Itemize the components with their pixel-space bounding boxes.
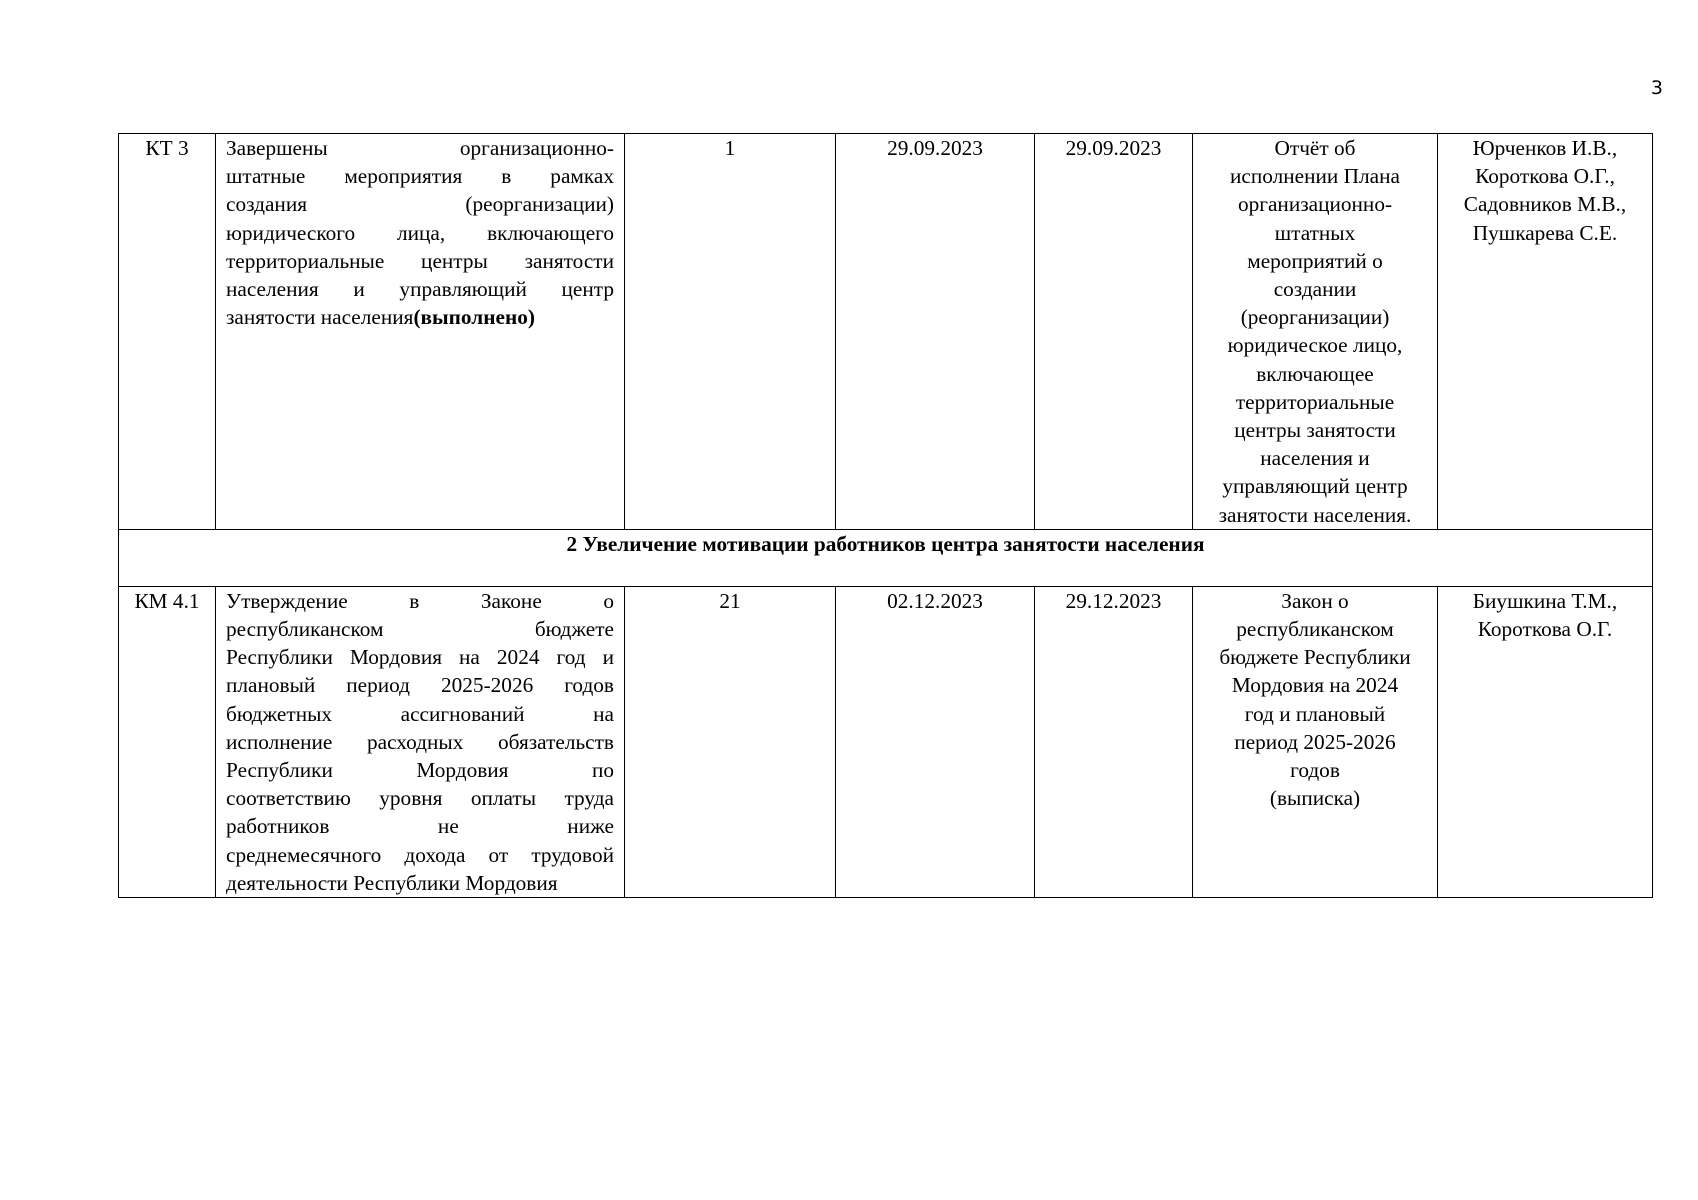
completion-status: (выполнено) [413, 305, 535, 330]
document-line: населения и [1260, 446, 1370, 471]
description-last-line: деятельности Республики Мордовия [226, 870, 558, 895]
responsible-person: Садовников М.В., [1463, 192, 1627, 217]
description-line: Республики Мордовия на 2024 год и [226, 645, 614, 670]
description-line: бюджетных ассигнований на [226, 701, 614, 726]
responsible-person: Биушкина Т.М., [1472, 588, 1618, 613]
document-line: включающее [1256, 361, 1374, 386]
description-line: Завершены организационно- [226, 136, 614, 160]
measure-code: КМ 4.1 [119, 586, 216, 897]
table-row [119, 134, 1653, 530]
start-date: 29.09.2023 [836, 134, 1035, 530]
description-last-line [226, 303, 614, 331]
plan-table [118, 133, 1653, 898]
document-line: бюджете Республики [1219, 645, 1411, 670]
section-header-row [119, 529, 1653, 586]
quantity-value: 21 [625, 586, 836, 897]
description-line: Утверждение в Законе о [226, 588, 614, 613]
description-line: юридического лица, включающего [226, 220, 614, 245]
section-title: 2 Увеличение мотивации работников центра занятости населения [119, 529, 1653, 586]
responsible-persons [1438, 586, 1653, 897]
document-line: управляющий центр [1222, 474, 1408, 499]
document-line: исполнении Плана [1230, 164, 1400, 189]
responsible-person: Короткова О.Г. [1477, 617, 1613, 642]
document-line: годов [1290, 758, 1340, 783]
responsible-persons [1438, 134, 1653, 530]
description-line: работников не ниже [226, 814, 614, 839]
description-line: штатные мероприятия в рамках [226, 164, 614, 189]
end-date: 29.12.2023 [1035, 586, 1193, 897]
description-line: населения и управляющий центр [226, 277, 614, 302]
description-line: среднемесячного дохода от трудовой [226, 842, 614, 867]
description-line: исполнение расходных обязательств [226, 729, 614, 754]
description-line: республиканском бюджете [226, 617, 614, 642]
document-line: (выписка) [1269, 786, 1361, 811]
event-description [216, 586, 625, 897]
document-line: Мордовия на 2024 [1231, 673, 1399, 698]
quantity-value: 1 [625, 134, 836, 530]
table-row [119, 586, 1653, 897]
responsible-person: Короткова О.Г., [1475, 164, 1615, 189]
document-line: организационно- [1237, 192, 1393, 217]
description-line: Республики Мордовия по [226, 758, 614, 783]
document-line: год и плановый [1244, 701, 1386, 726]
end-date: 29.09.2023 [1035, 134, 1193, 530]
start-date: 02.12.2023 [836, 586, 1035, 897]
description-text: занятости населения [226, 305, 414, 330]
document-line: мероприятий о [1247, 248, 1383, 273]
document-line: Закон о [1281, 588, 1349, 613]
description-line: создания (реорганизации) [226, 192, 614, 217]
document-line: республиканском [1236, 617, 1394, 642]
result-document [1193, 134, 1438, 530]
document-line: юридическое лицо, [1227, 333, 1403, 358]
description-line: соответствию уровня оплаты труда [226, 786, 614, 811]
control-point-code: КТ 3 [119, 134, 216, 530]
document-line: занятости населения. [1218, 502, 1412, 527]
responsible-person: Юрченков И.В., [1472, 136, 1618, 160]
document-line: (реорганизации) [1240, 305, 1390, 330]
result-document [1193, 586, 1438, 897]
responsible-person: Пушкарева С.Е. [1472, 220, 1618, 245]
document-line: штатных [1274, 220, 1356, 245]
document-line: центры занятости [1234, 418, 1396, 443]
document-line: создании [1273, 277, 1357, 302]
description-line: территориальные центры занятости [226, 248, 614, 273]
description-line: плановый период 2025-2026 годов [226, 673, 614, 698]
document-line: период 2025-2026 [1234, 729, 1396, 754]
event-description [216, 134, 625, 530]
document-line: Отчёт об [1274, 136, 1356, 160]
page-number: 3 [1650, 77, 1663, 99]
document-line: территориальные [1235, 389, 1395, 414]
